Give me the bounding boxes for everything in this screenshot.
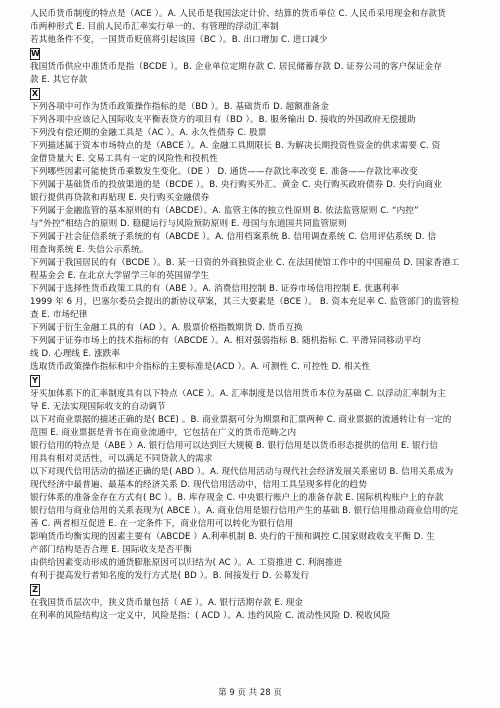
text-line: 导 E. 无法实现国际收支的自动调节 bbox=[30, 402, 166, 412]
text-line: 人民币货币制度的特点是（ACE ）。A. 人民币是我国法定计价、结算的货币单位 C. 人民币采用现金和存款货 bbox=[30, 9, 446, 19]
text-line: 下列属于衍生金融工具的有（AD ）。A. 股票价格指数期货 D. 货币互换 bbox=[30, 323, 303, 333]
section-letter-box: Y bbox=[30, 375, 40, 387]
text-line: 1999 年 6 月，巴塞尔委员会提出的新协议草案，其三大要素是（BCE ）。 B. 资本充足率 C. 监管部门的监管检 bbox=[30, 297, 460, 307]
text-line: 银行信用与商业信用的关系表现为( ABCE ）。A. 商业信用是银行信用产生的基础 B. 银行信用推动商业信用的完 bbox=[30, 506, 459, 516]
text-line: 银行体系的准备金存在方式有( BC ）。B. 库存现金 C. 中央银行账户上的准备存款 E. 国际机构账户上的存款 bbox=[30, 493, 444, 503]
text-line: 现代经济中最普遍、最基本的经济关系 D. 现代信用活动中，信用工具呈现多样化的趋势 bbox=[30, 480, 367, 490]
section-letter-box: W bbox=[31, 49, 40, 58]
page-footer: 第 9 页 共 28 页 bbox=[218, 688, 282, 698]
text-line: 查 E. 市场纪律 bbox=[30, 310, 88, 320]
text-line: 款 E. 其它存款 bbox=[30, 75, 88, 85]
text-line: 影响货币均衡实现的因素主要有（ABCDE ）A.利率机制 B. 央行的干预和调控 C.国家财政收支平衡 D. 生 bbox=[30, 532, 435, 542]
text-line: 我国货币供应中准货币是指（BCDE ）。B. 企业单位定期存款 C. 居民储蓄存款 D. 证券公司的客户保证金存 bbox=[30, 62, 442, 72]
text-line: 下列描述属于资本市场特点的是（ABCE ）。A. 金融工具期限长 B. 为解决长期投资性资金的供求需要 C. 资 bbox=[30, 141, 441, 151]
text-line: 牙买加体系下的汇率制度具有以下特点（ACE ）。A. 汇率制度是以信用货币本位为基础 C. 以浮动汇率制为主 bbox=[30, 389, 446, 399]
text-line: 银行提供再贷款和再贴现 E. 央行购买金融债券 bbox=[30, 193, 210, 203]
text-line: 下列没有偿还期的金融工具是（AC ）。A. 永久性债券 C. 股票 bbox=[30, 128, 267, 138]
text-line: 币两种形式 E. 目前人民币汇率实行单一的、有管理的浮动汇率制 bbox=[30, 22, 279, 32]
text-line: 用查询系统 E. 失信公示系统。 bbox=[30, 245, 149, 255]
text-line: 下列各项中可作为货币政策操作指标的是（BD ）。B. 基础货币 D. 超额准备金 bbox=[30, 102, 329, 112]
text-line: 在利率的风险结构这一定义中，风险是指：( ACD ）。A. 违约风险 C. 流动性风险 D. 税收风险 bbox=[30, 611, 391, 621]
text-line: 在我国货币层次中，狭义货币量包括（ AE ）。A. 银行活期存款 E. 现金 bbox=[30, 598, 304, 608]
text-line: 下列哪些因素可能使货币乘数发生变化。（DE ） D. 通货——存款比率改变 E. 准备——存款比率改变 bbox=[30, 167, 418, 177]
text-line: 金借贷量大 E. 交易工具有一定的风险性和投机性 bbox=[30, 154, 218, 164]
document-body bbox=[30, 8, 476, 623]
text-line: 下列属于证券市场上的技术指标的有（ABCDE ）。A. 相对强弱指标 B. 随机指标 C. 平滑异同移动平均 bbox=[30, 336, 421, 346]
text-line: 下列属于我国居民的有（BCDE ）。B. 某一日资的外商独资企业 C. 在法国使馆工作中的中国雇员 D. 国家香港工 bbox=[30, 258, 460, 268]
text-line: 善 C. 两者相互促进 E. 在一定条件下，商业信用可以转化为银行信用 bbox=[30, 519, 294, 529]
text-line: 选取货币政策操作指标和中介指标的主要标准是(ACD ）。A. 可测性 C. 可控性 D. 相关性 bbox=[30, 362, 371, 372]
text-line: 以下对现代信用活动的描述正确的是( ABD ）。A. 现代信用活动与现代社会经济发展关系密切 B. 信用关系成为 bbox=[30, 467, 454, 477]
text-line: 下列属于社会征信系统子系统的有（ABCDE ）。A. 信用档案系统 B. 信用调查系统 C. 信用评估系统 D. 信 bbox=[30, 232, 437, 242]
text-line: 用具有相对灵活性，可以满足不同贷款人的需求 bbox=[30, 454, 213, 464]
section-letter-box: X bbox=[31, 89, 39, 98]
text-line: 下列属于金融监管的基本原则的有（ABCDE）。A. 监管主体的独立性原则 B. 依法监管原则 C. “内控” bbox=[30, 206, 419, 216]
text-line: 若其他条件不变，一国货币贬值将引起该国（BC ）。B. 出口增加 C. 进口减少 bbox=[30, 35, 328, 45]
text-line: 下列属于基础货币的投放渠道的是（BCDE ）。B. 央行购买外汇、黄金 C. 央行购买政府债券 D. 央行向商业 bbox=[30, 180, 442, 190]
section-letter-box: Z bbox=[30, 584, 40, 596]
text-line: 有利于提高发行者知名度的发行方式是( BD ）。B. 间接发行 D. 公募发行 bbox=[30, 571, 310, 581]
text-line: 程基金会 E. 在北京大学留学三年的英国留学生 bbox=[30, 271, 210, 281]
text-line: 下列属于选择性货币政策工具的有（ABE ）。A. 消费信用控制 B. 证券市场信用控制 E. 优惠利率 bbox=[30, 284, 400, 294]
text-line: 线 D. 心理线 E. 涨跌率 bbox=[30, 349, 121, 359]
text-line: 范围 E. 商业票据是背书在商业流通中，它包括在广义的货币范畴之内 bbox=[30, 428, 297, 438]
text-line: 银行信用的特点是（ABE ）A. 银行信用可以达到巨大规模 B. 银行信用是以货币形态提供的信用 E. 银行信 bbox=[30, 441, 439, 451]
text-line: 以下对商业票据的描述正确的是( BCE) 。B. 商业票据可分为期票和汇票两种 C. 商业票据的流通转让有一定的 bbox=[30, 415, 452, 425]
text-line: 与“外控”相结合的原则 D. 稳健运行与风险预防原则 E. 母国与东道国共同监管原则 bbox=[30, 219, 347, 229]
text-line: 下列各项中应该记入国际收支平衡表贷方的项目有（BD ）。B. 服务输出 D. 接收的外国政府无偿援助 bbox=[30, 115, 416, 125]
text-line: 产部门结构是否合理 E. 国际收支是否平衡 bbox=[30, 545, 192, 555]
text-line: 由供给因素变动形成的通货膨胀原因可以归结为( AC ）。A. 工资推进 C. 利润推进 bbox=[30, 558, 343, 568]
